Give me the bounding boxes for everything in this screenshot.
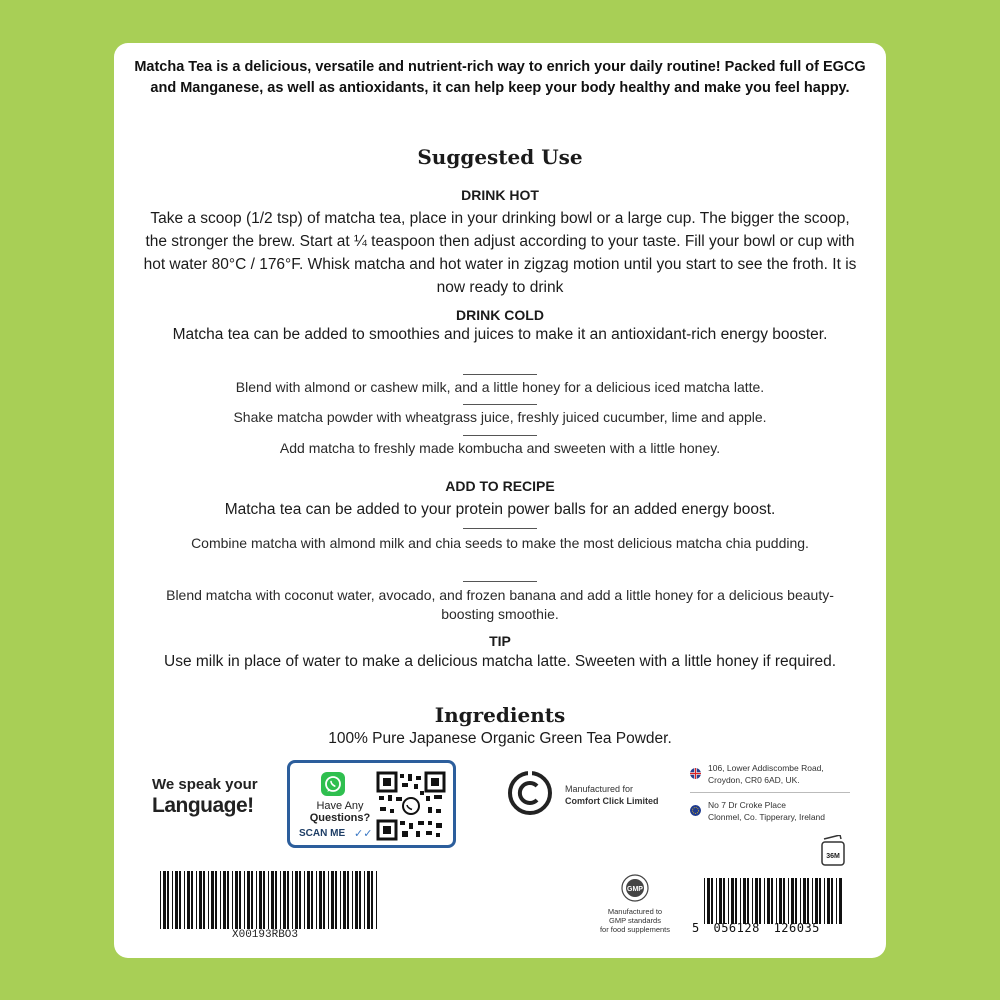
barcode-bar xyxy=(815,878,818,924)
ean-first-digit: 5 xyxy=(692,921,700,935)
barcode-bar xyxy=(244,871,245,929)
ean-left-digits: 056128 xyxy=(713,921,760,935)
barcode-bar xyxy=(259,871,262,929)
eu-flag-icon xyxy=(690,805,701,816)
language-line2: Language! xyxy=(152,794,254,817)
barcode-bar xyxy=(352,871,353,929)
barcode-bar xyxy=(227,871,229,929)
barcode-bar xyxy=(371,871,373,929)
drink-hot-title: DRINK HOT xyxy=(461,187,539,203)
barcode-bar xyxy=(343,871,346,929)
gmp-line: GMP standards xyxy=(609,916,661,925)
manufactured-for-label: Manufactured for xyxy=(565,784,634,794)
ean-right-digits: 126035 xyxy=(773,921,820,935)
drink-cold-idea: Shake matcha powder with wheatgrass juice, freshly juiced cucumber, lime and apple. xyxy=(233,409,767,425)
divider xyxy=(463,435,537,436)
add-to-recipe-text: Matcha tea can be added to your protein power balls for an added energy boost. xyxy=(224,501,776,518)
tip-title: TIP xyxy=(489,633,511,649)
barcode-bar xyxy=(347,871,349,929)
barcode-bar xyxy=(256,871,257,929)
ireland-address-line: Clonmel, Co. Tipperary, Ireland xyxy=(708,811,826,822)
barcode-bar xyxy=(704,878,705,924)
barcode-bar xyxy=(220,871,221,929)
barcode-bar xyxy=(731,878,734,924)
barcode-bar xyxy=(711,878,713,924)
add-to-recipe-title: ADD TO RECIPE xyxy=(445,478,555,494)
barcode-bar xyxy=(767,878,770,924)
language-line1: We speak your xyxy=(152,776,258,793)
shelf-life-icon xyxy=(820,835,846,872)
barcode-bar xyxy=(223,871,226,929)
barcode-bar xyxy=(304,871,305,929)
barcode-bar xyxy=(196,871,197,929)
barcode-bar xyxy=(283,871,286,929)
gmp-seal-text: GMP xyxy=(627,886,643,893)
qr-line1: Have Any xyxy=(316,800,364,812)
barcode-bar xyxy=(716,878,717,924)
barcode-bar xyxy=(755,878,758,924)
barcode-bar xyxy=(215,871,217,929)
add-to-recipe-idea: Combine matcha with almond milk and chia seeds to make the most delicious matcha chia pudding. xyxy=(191,535,809,551)
barcode-bar xyxy=(268,871,269,929)
tip-text: Use milk in place of water to make a delicious matcha latte. Sweeten with a little honey if required. xyxy=(164,653,836,670)
barcode-bar xyxy=(819,878,821,924)
drink-cold-idea: Add matcha to freshly made kombucha and sweeten with a little honey. xyxy=(279,440,721,456)
gmp-badge xyxy=(594,874,676,934)
barcode-bar xyxy=(247,871,250,929)
ean-label xyxy=(692,921,842,935)
barcode-bar xyxy=(824,878,825,924)
intro-paragraph: Matcha Tea is a delicious, versatile and nutrient-rich way to enrich your daily routine! Packed full of EGCG and Manganese, as well as antioxidants, it can help keep your body healthy and make you feel happy. xyxy=(134,59,866,96)
manufacturer-info xyxy=(565,783,659,807)
barcode-bar xyxy=(800,878,801,924)
barcode-bar xyxy=(723,878,725,924)
barcode-bar xyxy=(831,878,833,924)
barcode-bar xyxy=(275,871,277,929)
divider xyxy=(690,792,850,793)
barcode-bar xyxy=(199,871,202,929)
gmp-line: for food supplements xyxy=(599,925,671,934)
barcode-bar xyxy=(364,871,365,929)
barcode-bar xyxy=(287,871,289,929)
ingredients-heading: Ingredients xyxy=(434,703,566,727)
barcode-bar xyxy=(203,871,205,929)
qr-code[interactable] xyxy=(376,771,446,841)
barcode-bar xyxy=(316,871,317,929)
whatsapp-icon xyxy=(321,772,345,796)
label-card xyxy=(114,43,886,958)
qr-contact-box[interactable] xyxy=(287,760,456,848)
gmp-line: Manufactured to xyxy=(607,907,663,916)
barcode-bar xyxy=(776,878,777,924)
barcode-bar xyxy=(807,878,809,924)
suggested-use-heading: Suggested Use xyxy=(417,145,583,169)
barcode-bar xyxy=(328,871,329,929)
barcode-bar xyxy=(299,871,301,929)
barcode-bar xyxy=(764,878,765,924)
barcode-bar xyxy=(759,878,761,924)
ireland-address xyxy=(708,800,825,823)
barcode-bar xyxy=(771,878,773,924)
barcode-bar xyxy=(208,871,209,929)
barcode-bar xyxy=(172,871,173,929)
barcode-bar xyxy=(359,871,361,929)
barcode-bar xyxy=(376,871,377,929)
add-to-recipe-idea: Blend matcha with coconut water, avocado, and frozen banana and add a little honey for a delicious beauty-boosting smoothie. xyxy=(166,587,834,622)
barcode-bar xyxy=(719,878,722,924)
barcode-bar xyxy=(728,878,729,924)
barcode-bar xyxy=(175,871,178,929)
barcode-bar xyxy=(335,871,337,929)
barcode-bar xyxy=(184,871,185,929)
qr-line2: Questions? xyxy=(309,812,371,824)
double-check-icon: ✓✓ xyxy=(354,828,373,840)
scan-me-label: SCAN ME xyxy=(299,828,346,839)
barcode-bar xyxy=(812,878,813,924)
uk-address-line: Croydon, CR0 6AD, UK. xyxy=(708,774,800,785)
barcode-bar xyxy=(292,871,293,929)
uk-address xyxy=(708,763,824,786)
barcode-bar xyxy=(271,871,274,929)
barcode-bar xyxy=(747,878,749,924)
barcode-bar xyxy=(331,871,334,929)
barcode-bar xyxy=(191,871,193,929)
barcode-bar xyxy=(743,878,746,924)
barcode-bar xyxy=(311,871,313,929)
manufacturer-name: Comfort Click Limited xyxy=(565,796,659,806)
barcode-bar xyxy=(167,871,169,929)
barcode-bar xyxy=(367,871,370,929)
barcode-bar xyxy=(235,871,238,929)
barcode-bar xyxy=(827,878,830,924)
barcode-bar xyxy=(211,871,214,929)
divider xyxy=(463,404,537,405)
qr-question-text xyxy=(302,800,378,824)
fnsku-barcode xyxy=(160,871,380,929)
uk-address-line: 106, Lower Addiscombe Road, xyxy=(708,763,824,773)
barcode-bar xyxy=(239,871,241,929)
divider xyxy=(463,581,537,582)
barcode-bar xyxy=(179,871,181,929)
comfort-click-logo xyxy=(507,770,553,816)
drink-cold-title: DRINK COLD xyxy=(456,307,544,323)
language-tagline xyxy=(152,776,282,818)
drink-hot-text: Take a scoop (1/2 tsp) of matcha tea, place in your drinking bowl or a large cup. The bigger the scoop, the stronger the brew. Start at ¼ teaspoon then adjust according to your taste. Fill your bowl or cup with hot water 80°C / 176°F. Whisk matcha and hot water in zigzag motion until you start to see the froth. It is now ready to drink xyxy=(143,210,857,296)
barcode-bar xyxy=(251,871,253,929)
barcode-bar xyxy=(791,878,794,924)
barcode-bar xyxy=(187,871,190,929)
barcode-bar xyxy=(788,878,789,924)
gmp-seal-icon xyxy=(621,874,649,902)
barcode-bar xyxy=(280,871,281,929)
barcode-bar xyxy=(295,871,298,929)
barcode-bar xyxy=(740,878,741,924)
ireland-address-line: No 7 Dr Croke Place xyxy=(708,800,786,810)
barcode-bar xyxy=(163,871,166,929)
uk-flag-icon xyxy=(690,768,701,779)
barcode-bar xyxy=(752,878,753,924)
barcode-bar xyxy=(779,878,782,924)
barcode-bar xyxy=(803,878,806,924)
barcode-bar xyxy=(319,871,322,929)
barcode-bar xyxy=(263,871,265,929)
barcode-bar xyxy=(707,878,710,924)
barcode-bar xyxy=(735,878,737,924)
barcode-bar xyxy=(323,871,325,929)
divider xyxy=(463,374,537,375)
shelf-life-label: 36M xyxy=(826,853,840,860)
barcode-bar xyxy=(783,878,785,924)
fnsku-label: X00193RBO3 xyxy=(232,929,299,941)
barcode-bar xyxy=(160,871,161,929)
divider xyxy=(463,528,537,529)
barcode-bar xyxy=(340,871,341,929)
barcode-bar xyxy=(307,871,310,929)
ingredients-text: 100% Pure Japanese Organic Green Tea Powder. xyxy=(328,730,672,747)
drink-cold-text: Matcha tea can be added to smoothies and juices to make it an antioxidant-rich energy booster. xyxy=(172,326,828,343)
barcode-bar xyxy=(232,871,233,929)
barcode-bar xyxy=(355,871,358,929)
barcode-bar xyxy=(839,878,842,924)
drink-cold-idea: Blend with almond or cashew milk, and a little honey for a delicious iced matcha latte. xyxy=(235,379,765,395)
barcode-bar xyxy=(836,878,837,924)
barcode-bar xyxy=(795,878,797,924)
